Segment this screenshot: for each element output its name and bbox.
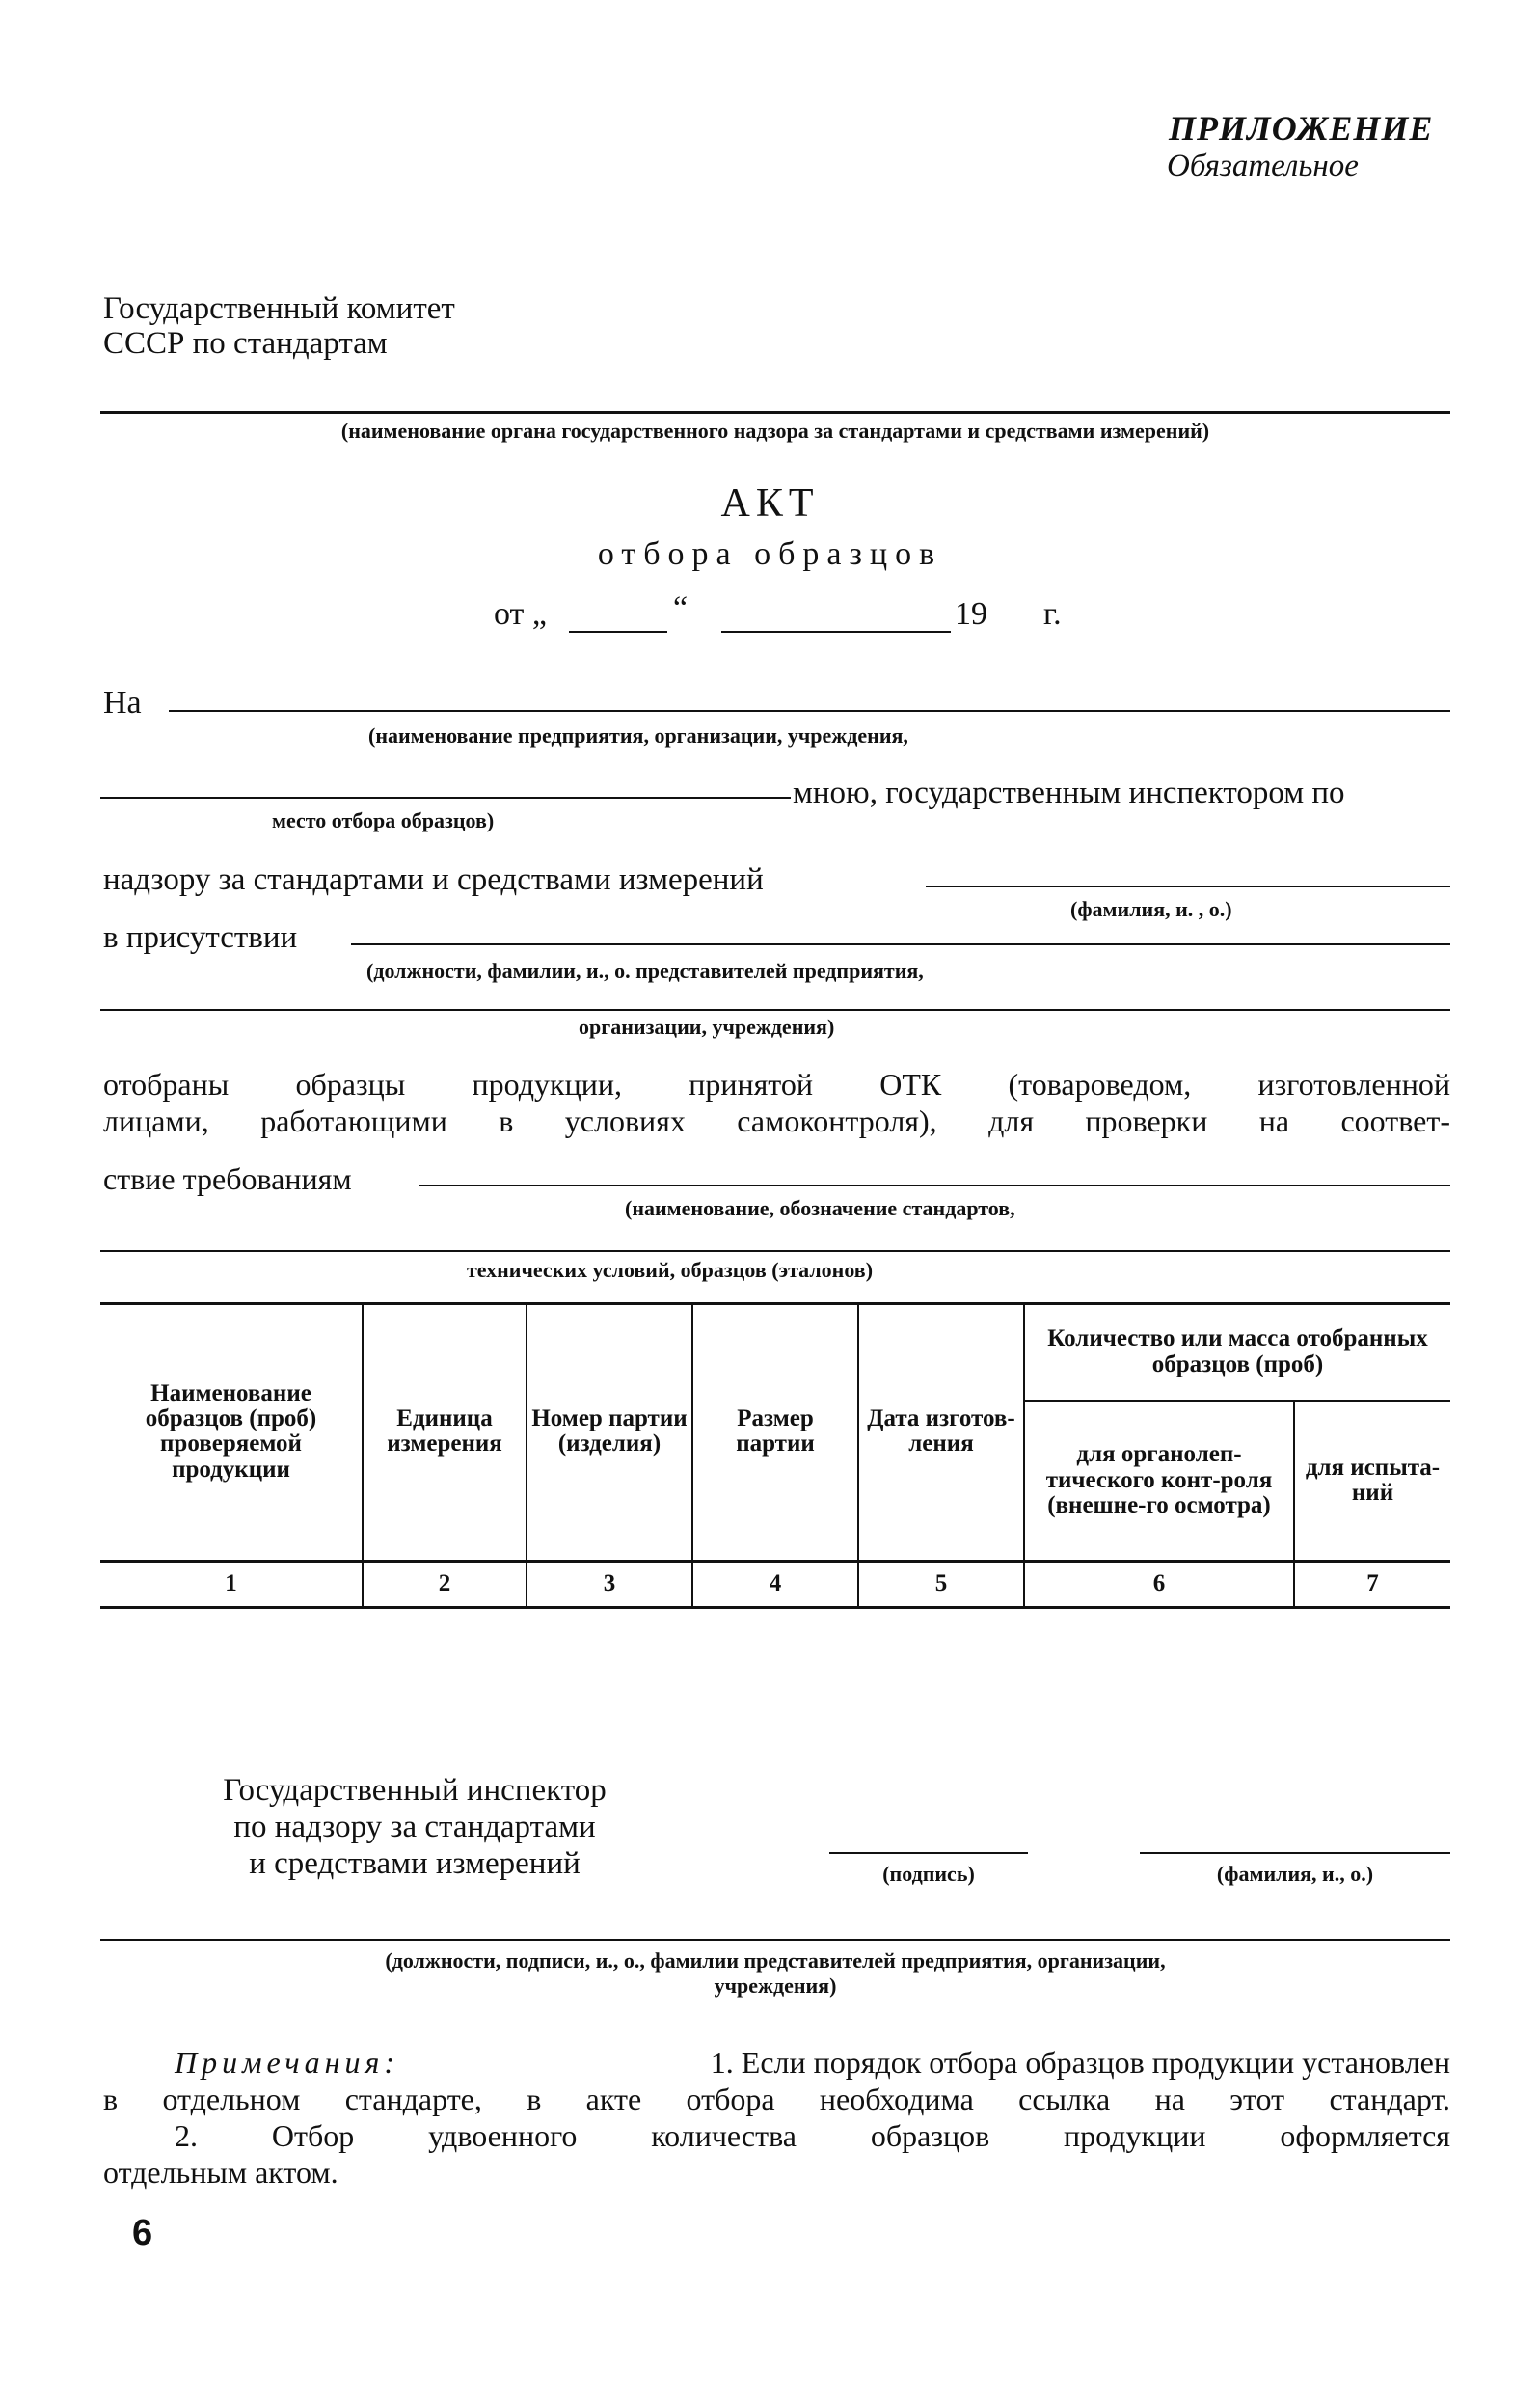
- place-line: [100, 797, 791, 799]
- col-number-2: 2: [363, 1561, 527, 1607]
- header-testing: для испыта-ний: [1294, 1401, 1450, 1561]
- reps-line: [100, 1939, 1450, 1941]
- notes-line-1: [103, 2045, 1450, 2081]
- na-label: На: [103, 685, 142, 721]
- presence-label: в присутствии: [103, 920, 298, 955]
- presence-line: [351, 943, 1450, 945]
- presence-caption-1: (должности, фамилии, и., о. представителей предприятия,: [366, 959, 924, 983]
- place-caption: место отбора образцов): [272, 808, 495, 832]
- presence-line-2: [100, 1009, 1450, 1011]
- na-line: [169, 710, 1450, 712]
- inspector-line-1: Государственный инспектор: [223, 1773, 607, 1808]
- note-1-line-1: 1. Если порядок отбора образцов продукции установлен: [710, 2045, 1450, 2080]
- col-number-3: 3: [527, 1561, 692, 1607]
- header-unit: Единица измерения: [363, 1304, 527, 1561]
- col-number-4: 4: [692, 1561, 858, 1607]
- header-name: Наименование образцов (проб) проверяемой продукции: [145, 1379, 317, 1483]
- place-tail: мною, государственным инспектором по: [793, 776, 1345, 810]
- selected-line-1: отобраны образцы продукции, принятой ОТК (товароведом, изготовленной: [103, 1067, 1450, 1102]
- supervision-text: надзору за стандартами и средствами измерений: [103, 862, 764, 897]
- header-batch-no: Номер партии (изделия): [527, 1304, 692, 1561]
- col-number-5: 5: [858, 1561, 1024, 1607]
- date-month-blank: [721, 631, 951, 633]
- org-line-2: СССР по стандартам: [103, 326, 388, 361]
- reps-caption-2: учреждения): [714, 1974, 837, 1998]
- act-title: АКТ: [720, 481, 820, 526]
- org-caption: (наименование органа государственного надзора за стандартами и средствами измерений): [340, 419, 1210, 443]
- header-organoleptic: для органолеп-тического конт-роля (внешне-го осмотра): [1024, 1401, 1294, 1561]
- requirements-line: [419, 1185, 1450, 1186]
- standards-caption-2: технических условий, образцов (эталонов): [467, 1258, 874, 1282]
- notes-label: Примечания:: [175, 2045, 399, 2080]
- presence-caption-2: организации, учреждения): [579, 1015, 835, 1039]
- na-caption: (наименование предприятия, организации, учреждения,: [368, 723, 908, 748]
- standards-caption-1: (наименование, обозначение стандартов,: [625, 1196, 1015, 1220]
- inspector-line-3: и средствами измерений: [249, 1846, 581, 1881]
- name-caption: (фамилия, и., о.): [1216, 1862, 1374, 1886]
- col-number-7: 7: [1294, 1561, 1450, 1607]
- reps-caption-1: (должности, подписи, и., о., фамилии представителей предприятия, организации,: [385, 1949, 1166, 1973]
- org-line: [100, 411, 1450, 414]
- page-number: 6: [132, 2213, 153, 2253]
- name-line: [1140, 1852, 1450, 1854]
- act-subtitle: отбора образцов: [597, 536, 943, 572]
- samples-table: [100, 1304, 1450, 1609]
- note-2-line-2: отдельным актом.: [103, 2155, 338, 2190]
- inspector-line-2: по надзору за стандартами: [233, 1810, 596, 1844]
- col-number-1: 1: [225, 1569, 237, 1596]
- header-batch-size: Размер партии: [692, 1304, 858, 1561]
- note-1-line-2: в отдельном стандарте, в акте отбора необходима ссылка на этот стандарт.: [103, 2082, 1450, 2116]
- fio-caption: (фамилия, и. , о.): [1070, 897, 1232, 921]
- sign-caption: (подпись): [882, 1862, 975, 1886]
- selected-line-2: лицами, работающими в условиях самоконтроля), для проверки на соответ-: [103, 1104, 1450, 1138]
- signature-line: [829, 1852, 1028, 1854]
- act-date-prefix: от „: [494, 596, 548, 632]
- header-date: Дата изготов-ления: [858, 1304, 1024, 1561]
- supervision-line: [926, 886, 1450, 887]
- date-day-blank: [569, 631, 667, 633]
- appendix-title: ПРИЛОЖЕНИЕ: [1169, 109, 1434, 148]
- appendix-subtitle: Обязательное: [1167, 149, 1359, 183]
- header-quantity: Количество или масса отобранных образцов (проб): [1024, 1304, 1450, 1401]
- act-date-year: 19: [955, 596, 987, 632]
- org-line-1: Государственный комитет: [103, 291, 455, 326]
- note-2-line-1: 2. Отбор удвоенного количества образцов продукции оформляется: [175, 2118, 1450, 2153]
- act-date-suffix: г.: [1043, 596, 1062, 632]
- standards-line-2: [100, 1250, 1450, 1252]
- requirements-label: ствие требованиям: [103, 1161, 352, 1196]
- col-number-6: 6: [1024, 1561, 1294, 1607]
- act-date-quote: “: [673, 590, 689, 626]
